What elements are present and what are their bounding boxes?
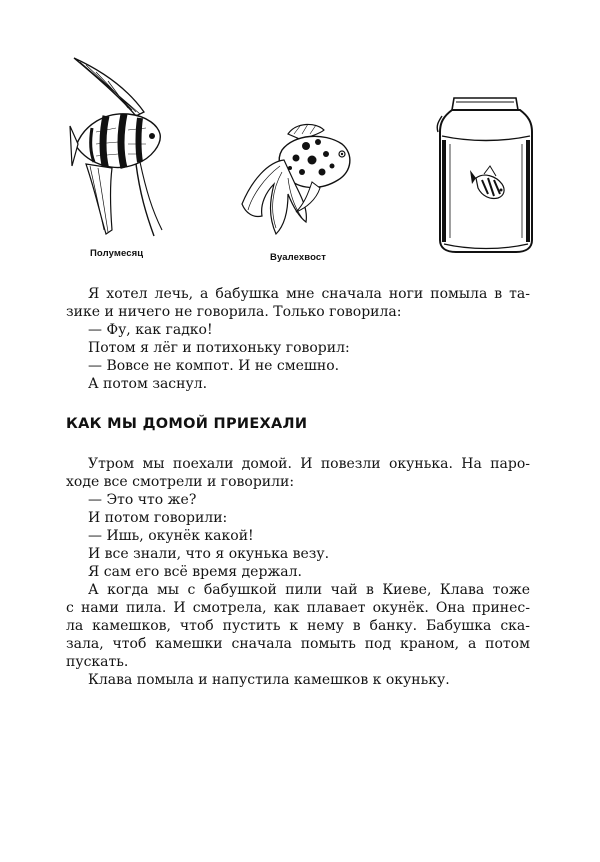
angelfish-caption: Полумесяц xyxy=(90,248,144,259)
text-line: — Это что же? xyxy=(88,492,197,508)
text-line: И потом говорили: xyxy=(88,510,228,526)
text-line: зала, чтоб камешки сначала помыть под краном, а потом xyxy=(66,636,530,652)
text-line: Утром мы поехали домой. И повезли окунька. На паро- xyxy=(88,456,530,472)
text-line: ходе все смотрели и говорили: xyxy=(66,474,295,490)
text-line: зике и ничего не говорила. Только говорила: xyxy=(66,304,402,320)
text-line: Потом я лёг и потихоньку говорил: xyxy=(88,340,350,356)
jar-with-fish-icon xyxy=(430,92,542,258)
text-line: — Ишь, окунёк какой! xyxy=(88,528,254,544)
text-line: А когда мы с бабушкой пили чай в Киеве, Клава тоже xyxy=(88,582,530,598)
text-line: Я сам его всё время держал. xyxy=(88,564,302,580)
text-line: с нами пила. И смотрела, как плавает окунёк. Она принес- xyxy=(66,600,530,616)
angelfish-icon xyxy=(66,54,176,244)
paragraph-section-2 xyxy=(66,455,530,689)
goldfish-caption: Вуалехвост xyxy=(270,252,326,263)
goldfish-icon xyxy=(232,120,362,244)
paragraph-section-1 xyxy=(66,285,530,393)
section-heading: КАК МЫ ДОМОЙ ПРИЕХАЛИ xyxy=(66,416,308,432)
text-line: Клава помыла и напустила камешков к окуньку. xyxy=(88,672,450,688)
text-line: А потом заснул. xyxy=(88,376,208,392)
text-line: Я хотел лечь, а бабушка мне сначала ноги помыла в та- xyxy=(88,286,530,302)
text-line: — Вовсе не компот. И не смешно. xyxy=(88,358,340,374)
text-line: пускать. xyxy=(66,654,129,670)
text-line: — Фу, как гадко! xyxy=(88,322,213,338)
text-line: ла камешков, чтоб пустить к нему в банку. Бабушка ска- xyxy=(66,618,530,634)
text-line: И все знали, что я окунька везу. xyxy=(88,546,330,562)
